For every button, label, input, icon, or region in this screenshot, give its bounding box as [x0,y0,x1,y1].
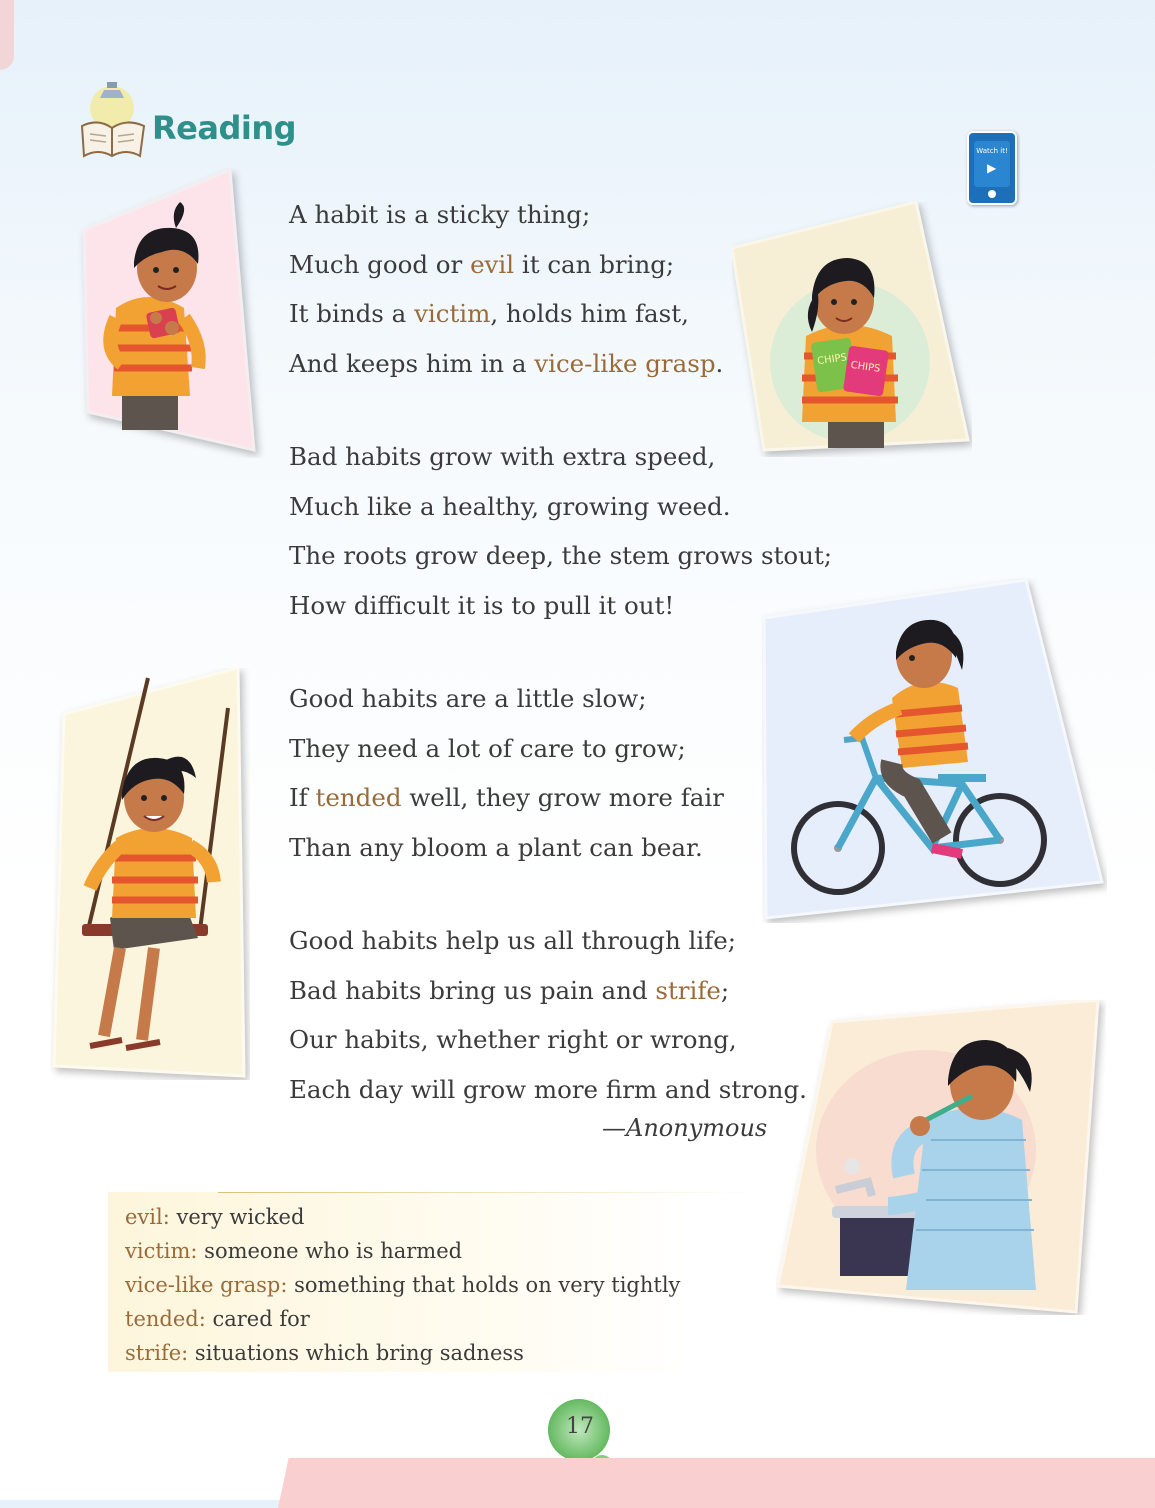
watch-it-button[interactable] [967,131,1017,205]
poem-text: it can bring; [514,249,675,279]
poem-text: well, they grow more fair [401,783,724,812]
poem-text: . [715,348,724,378]
glossary-definition: very wicked [169,1205,305,1229]
poem-text: , holds him fast, [490,299,689,328]
poem-text: They need a lot of care to grow; [289,733,686,763]
poem-text: Much like a healthy, growing weed. [289,491,731,521]
glossary-definition: something that holds on very tightly [287,1273,681,1297]
poem-text: Bad habits bring us pain and [289,975,656,1005]
glossary-definition: someone who is harmed [197,1239,463,1263]
glossary-term: victim: [125,1239,198,1263]
section-header [76,82,316,162]
poem-line [289,966,849,1016]
glossary-word: vice-like grasp [534,348,716,378]
girl-brushing-teeth-illustration [776,1000,1106,1315]
glossary-term: evil: [125,1205,170,1229]
glossary-divider [218,1192,758,1193]
poem-text: How difficult it is to pull it out! [289,590,675,620]
poem-text: Bad habits grow with extra speed, [289,442,716,471]
poem-text: A habit is a sticky thing; [289,200,591,229]
glossary-word: tended [315,783,402,812]
poem-text: And keeps him in a [289,348,535,378]
glossary-term: tended: [125,1307,206,1331]
girl-with-phone-illustration [72,168,267,458]
poem-line [289,1015,849,1065]
glossary-definition: situations which bring sadness [188,1341,524,1365]
tablet-play-icon: ▶ [987,161,997,175]
girl-on-bicycle-illustration [762,578,1107,923]
poem-text: Much good or [289,249,471,279]
glossary-item [125,1336,680,1370]
glossary-term: strife: [125,1341,189,1365]
glossary-term: vice-like grasp: [125,1273,288,1297]
poem-text: If [289,783,316,812]
poem-text: Good habits help us all through life; [289,926,737,955]
watch-it-label: Watch it! [976,147,1008,155]
glossary-list [125,1200,680,1370]
girl-with-chips-illustration [732,202,972,457]
corner-decoration [0,0,14,70]
glossary-word: evil [470,249,515,279]
page-number-text: 17 [566,1414,594,1439]
page-number [547,1400,613,1466]
poem-text: Our habits, whether right or wrong, [289,1025,737,1054]
poem-text: Each day will grow more firm and strong. [289,1074,807,1104]
poem-text: The roots grow deep, the stem grows stout; [289,541,833,570]
girl-on-swing-illustration [50,668,250,1080]
poem-line [289,531,849,581]
poem-text: Than any bloom a plant can bear. [289,832,703,862]
chips-label-1: CHIPS [816,352,848,368]
poem-line [289,1065,849,1115]
page-title: Reading [152,109,296,147]
bottom-band [278,1458,1155,1508]
poem-line [289,482,849,532]
glossary-item [125,1200,680,1234]
poem-author: —Anonymous [602,1114,768,1142]
glossary-item [125,1302,680,1336]
poem-line [289,916,849,966]
glossary-word: victim [414,299,491,328]
poem-stanza [289,916,849,1114]
chips-label-2: CHIPS [849,359,881,375]
poem-text: ; [720,975,730,1005]
poem-text: It binds a [289,299,415,328]
glossary-box [108,1192,688,1372]
glossary-definition: cared for [205,1307,310,1331]
open-book-icon [76,82,150,160]
tablet-home-button [988,190,996,198]
glossary-word: strife [655,975,721,1005]
glossary-item [125,1268,680,1302]
poem-text: Good habits are a little slow; [289,684,647,713]
glossary-item [125,1234,680,1268]
